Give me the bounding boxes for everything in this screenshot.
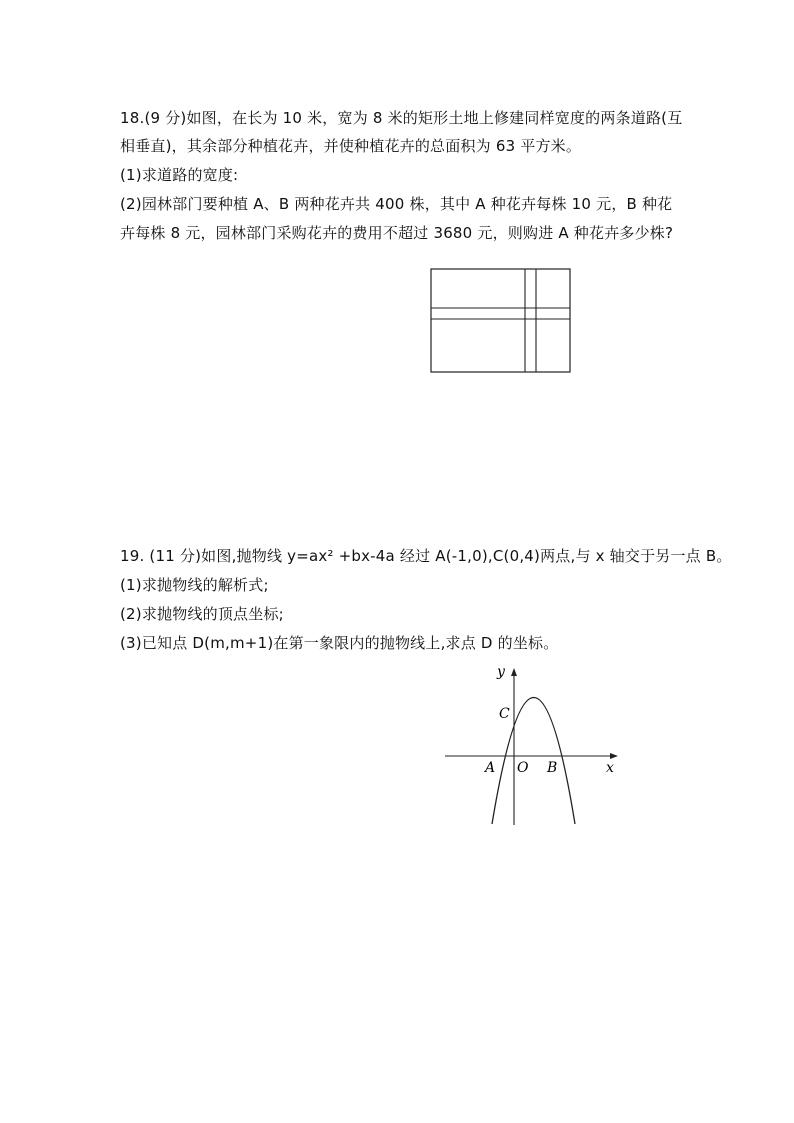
label-C: C [499,706,510,722]
label-B: B [547,760,558,776]
q18-stem-line1: 18.(9 分)如图，在长为 10 米，宽为 8 米的矩形土地上修建同样宽度的两条道路(互 [120,109,683,127]
label-A: A [485,760,496,776]
q19-part1: (1)求抛物线的解析式; [120,576,269,594]
q19-stem: 19. (11 分)如图,抛物线 y=ax² +bx-4a 经过 A(-1,0),C(0,4)两点,与 x 轴交于另一点 B。 [120,547,732,565]
q18-part1: (1)求道路的宽度: [120,166,239,184]
q18-stem-line2: 相垂直)，其余部分种植花卉，并使种植花卉的总面积为 63 平方米。 [120,137,582,155]
q18-road-figure [430,268,572,374]
q19-part2: (2)求抛物线的顶点坐标; [120,605,284,623]
q19-parabola-figure [440,660,620,830]
x-axis-arrow [610,753,618,759]
label-x: x [606,760,614,776]
q18-part2-line1: (2)园林部门要种植 A、B 两种花卉共 400 株，其中 A 种花卉每株 10 元，B 种花 [120,195,673,213]
label-y: y [497,664,505,680]
y-axis-arrow [511,668,517,676]
q19-part3: (3)已知点 D(m,m+1)在第一象限内的抛物线上,求点 D 的坐标。 [120,634,559,652]
field-rectangle [431,269,570,372]
q18-part2-line2: 卉每株 8 元，园林部门采购花卉的费用不超过 3680 元，则购进 A 种花卉多少株? [120,224,674,242]
label-O: O [517,760,529,776]
